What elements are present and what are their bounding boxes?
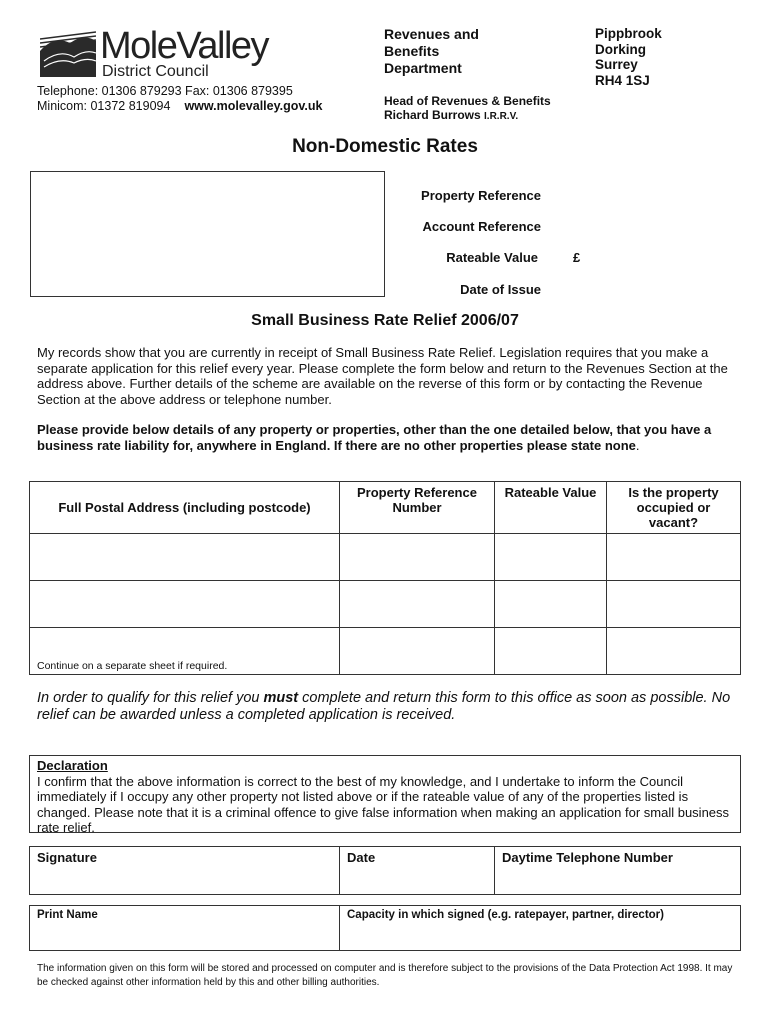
- instruction-text: Please provide below details of any property or properties, other than the one detailed below, that you have a business rate liability for, anywhere in England. If there are no other properties please state none: [37, 422, 712, 453]
- address-cell[interactable]: [30, 581, 340, 628]
- table-header-row: [30, 482, 741, 534]
- minicom-number: Minicom: 01372 819094: [37, 99, 171, 113]
- qualify-text-after: complete and return this form to this office as soon as possible. No relief can be awarded unless a completed application is received.: [37, 690, 731, 723]
- declaration-box: [29, 755, 741, 833]
- head-name-line: [384, 108, 551, 124]
- capacity-field[interactable]: Capacity in which signed (e.g. ratepayer, partner, director): [340, 906, 741, 951]
- signature-table: [29, 846, 741, 895]
- rateable-value-cell[interactable]: [495, 534, 607, 581]
- qualify-text-before: In order to qualify for this relief you: [37, 690, 264, 706]
- reference-cell[interactable]: [340, 534, 495, 581]
- qualify-emphasis: must: [263, 690, 299, 706]
- qualification-notice: [37, 690, 737, 724]
- data-protection-notice: The information given on this form will be stored and processed on computer and is therefore subject to the provisions of the Data Protection Act 1998. It may be checked against other information held by this and other billing authorities.: [37, 963, 733, 988]
- daytime-phone-field[interactable]: Daytime Telephone Number: [495, 847, 741, 895]
- website-link[interactable]: www.molevalley.gov.uk: [184, 99, 323, 113]
- other-properties-table: [29, 481, 741, 675]
- instruction-paragraph: [37, 422, 747, 453]
- department-line: Department: [384, 60, 462, 76]
- occupancy-cell[interactable]: [607, 534, 741, 581]
- department-line: Benefits: [384, 43, 440, 59]
- table-row: [30, 534, 741, 581]
- rateable-value-label: Rateable Value: [446, 250, 538, 265]
- head-qualifications: I.R.R.V.: [484, 111, 519, 122]
- minicom-web: [37, 99, 322, 114]
- reference-cell[interactable]: [340, 628, 495, 675]
- intro-paragraph: My records show that you are currently in receipt of Small Business Rate Relief. Legislation requires that you make a separate application for this relief every year. Please complete the form below and return to the Revenues Section at the address above. Further details of the scheme are available on the reverse of this form or by contacting the Revenue Section at the above address or telephone number.: [37, 345, 728, 407]
- print-name-field[interactable]: Print Name: [30, 906, 340, 951]
- table-row: [30, 628, 741, 675]
- address-cell[interactable]: [30, 628, 340, 675]
- address-line: Pippbrook: [595, 26, 662, 41]
- head-name: Richard Burrows: [384, 108, 481, 122]
- occupancy-cell[interactable]: [607, 581, 741, 628]
- council-address: [595, 26, 662, 88]
- logo-name: MoleValley: [100, 25, 269, 67]
- logo-subtitle: District Council: [102, 63, 209, 80]
- column-header: Rateable Value: [495, 482, 607, 534]
- address-line: RH4 1SJ: [595, 72, 650, 88]
- rateable-value-cell[interactable]: [495, 581, 607, 628]
- date-of-issue-label: Date of Issue: [460, 282, 541, 297]
- address-line: Dorking: [595, 41, 647, 57]
- address-cell[interactable]: [30, 534, 340, 581]
- declaration-text: I confirm that the above information is correct to the best of my knowledge, and I undertake to inform the Council immediately if I occupy any other property not listed above or if the rateable value of any of the properties listed is changed. Please note that it is a criminal offence to give false information when making an application for small business rate relief.: [37, 773, 730, 835]
- continue-note: Continue on a separate sheet if required.: [37, 660, 228, 672]
- department-line: Revenues and: [384, 26, 479, 42]
- column-header: Is the property occupied or vacant?: [607, 482, 741, 534]
- form-subtitle: Small Business Rate Relief 2006/07: [251, 312, 519, 329]
- head-title: Head of Revenues & Benefits: [384, 94, 551, 108]
- date-field[interactable]: Date: [340, 847, 495, 895]
- occupancy-cell[interactable]: [607, 628, 741, 675]
- instruction-end: .: [635, 437, 640, 453]
- reference-cell[interactable]: [340, 581, 495, 628]
- hills-logo-icon: [40, 31, 96, 77]
- property-reference-label: Property Reference: [421, 188, 541, 203]
- column-header: Full Postal Address (including postcode): [30, 482, 340, 534]
- print-name-table: [29, 905, 741, 951]
- table-row: [30, 581, 741, 628]
- declaration-title: Declaration: [37, 758, 108, 773]
- currency-symbol: £: [573, 250, 581, 265]
- council-logo: [40, 25, 290, 80]
- signature-field[interactable]: Signature: [30, 847, 340, 895]
- column-header: Property Reference Number: [340, 482, 495, 534]
- department-name: [384, 26, 544, 77]
- head-of-service: [384, 94, 551, 124]
- table-row: [30, 906, 741, 951]
- address-line: Surrey: [595, 57, 638, 72]
- rateable-value-cell[interactable]: [495, 628, 607, 675]
- page-title: Non-Domestic Rates: [292, 136, 478, 157]
- table-row: [30, 847, 741, 895]
- account-reference-label: Account Reference: [422, 219, 541, 234]
- telephone-fax: Telephone: 01306 879293 Fax: 01306 879395: [37, 84, 293, 98]
